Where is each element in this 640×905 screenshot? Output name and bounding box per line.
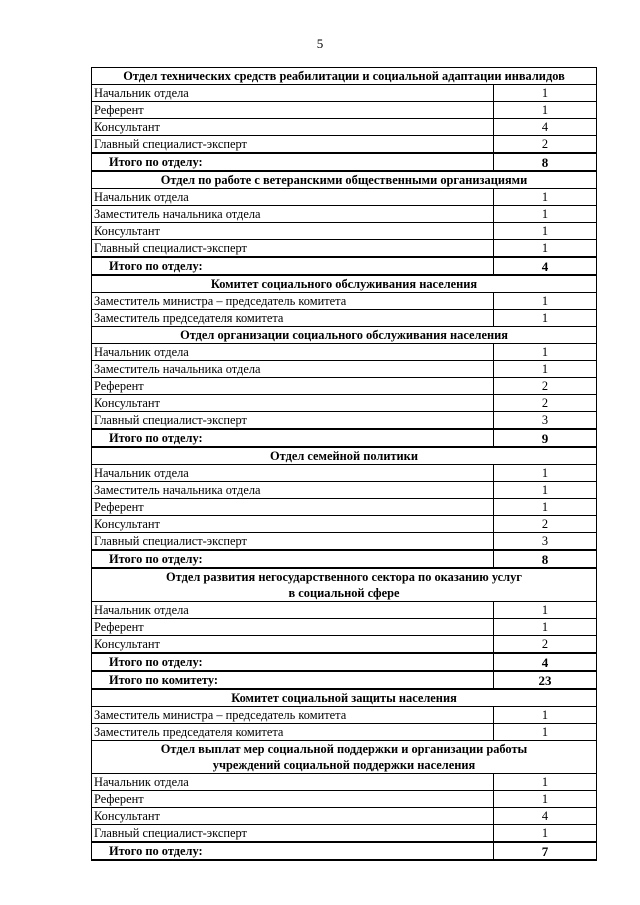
position-count: 1 [494,774,597,791]
total-count: 8 [494,550,597,568]
position-name: Заместитель председателя комитета [92,310,494,327]
total-count: 8 [494,153,597,171]
position-name: Главный специалист-эксперт [92,825,494,843]
position-count: 1 [494,310,597,327]
position-row [92,85,597,102]
position-count: 1 [494,293,597,310]
position-name: Консультант [92,223,494,240]
section-header-row [92,568,597,602]
position-count: 1 [494,85,597,102]
total-label: Итого по отделу: [92,653,494,671]
section-header-line: в социальной сфере [288,586,400,600]
position-name: Заместитель министра – председатель комитета [92,293,494,310]
position-count: 1 [494,465,597,482]
section-header: Отдел семейной политики [92,447,597,465]
position-name: Консультант [92,516,494,533]
section-header: Отдел по работе с ветеранскими общественными организациями [92,171,597,189]
position-count: 1 [494,499,597,516]
position-name: Начальник отдела [92,85,494,102]
position-count: 3 [494,533,597,551]
position-name: Референт [92,378,494,395]
total-row [92,653,597,671]
position-name: Заместитель министра – председатель комитета [92,707,494,724]
position-row [92,223,597,240]
position-count: 1 [494,240,597,258]
position-count: 4 [494,808,597,825]
section-header [92,741,597,774]
position-count: 1 [494,724,597,741]
position-row [92,636,597,654]
total-label: Итого по отделу: [92,550,494,568]
total-row [92,429,597,447]
position-row [92,189,597,206]
position-count: 1 [494,223,597,240]
position-row [92,619,597,636]
position-row [92,516,597,533]
position-count: 2 [494,395,597,412]
position-name: Референт [92,619,494,636]
position-name: Начальник отдела [92,189,494,206]
section-header [92,568,597,602]
position-row [92,533,597,551]
total-count: 23 [494,671,597,689]
position-name: Главный специалист-эксперт [92,412,494,430]
position-row [92,206,597,223]
position-count: 1 [494,361,597,378]
position-row [92,499,597,516]
position-name: Референт [92,791,494,808]
position-name: Референт [92,499,494,516]
position-row [92,293,597,310]
section-header-line: учреждений социальной поддержки населения [212,758,476,772]
position-row [92,602,597,619]
position-name: Главный специалист-эксперт [92,136,494,154]
position-row [92,378,597,395]
position-count: 3 [494,412,597,430]
section-header-row [92,327,597,344]
position-name: Заместитель начальника отдела [92,482,494,499]
position-row [92,808,597,825]
total-row [92,550,597,568]
position-count: 1 [494,619,597,636]
position-count: 2 [494,136,597,154]
position-count: 1 [494,602,597,619]
total-row [92,842,597,860]
section-header-line: Отдел выплат мер социальной поддержки и организации работы [160,742,528,756]
total-count: 4 [494,257,597,275]
position-row [92,119,597,136]
position-name: Заместитель начальника отдела [92,361,494,378]
position-row [92,361,597,378]
position-row [92,482,597,499]
position-row [92,102,597,119]
total-count: 4 [494,653,597,671]
position-row [92,724,597,741]
position-name: Консультант [92,395,494,412]
position-count: 2 [494,378,597,395]
total-label: Итого по отделу: [92,153,494,171]
position-count: 4 [494,119,597,136]
position-row [92,412,597,430]
position-name: Главный специалист-эксперт [92,533,494,551]
section-header: Отдел организации социального обслуживания населения [92,327,597,344]
total-count: 7 [494,842,597,860]
section-header-row [92,275,597,293]
section-header-row [92,689,597,707]
total-count: 9 [494,429,597,447]
position-name: Референт [92,102,494,119]
position-row [92,465,597,482]
position-row [92,825,597,843]
total-label: Итого по отделу: [92,842,494,860]
position-count: 2 [494,516,597,533]
position-row [92,395,597,412]
section-header: Комитет социальной защиты населения [92,689,597,707]
position-row [92,791,597,808]
section-header-row [92,171,597,189]
staff-table-body [92,68,597,861]
section-header-row [92,447,597,465]
position-row [92,707,597,724]
position-count: 1 [494,206,597,223]
section-header-row [92,741,597,774]
section-header-line: Отдел развития негосударственного сектора по оказанию услуг [166,570,522,584]
total-label: Итого по отделу: [92,429,494,447]
position-count: 1 [494,825,597,843]
total-label: Итого по комитету: [92,671,494,689]
staff-table [91,67,597,861]
position-row [92,240,597,258]
page-number: 5 [316,36,324,51]
position-name: Начальник отдела [92,602,494,619]
position-name: Главный специалист-эксперт [92,240,494,258]
total-row [92,257,597,275]
total-label: Итого по отделу: [92,257,494,275]
position-name: Заместитель председателя комитета [92,724,494,741]
position-name: Заместитель начальника отдела [92,206,494,223]
position-name: Консультант [92,119,494,136]
position-row [92,136,597,154]
position-row [92,344,597,361]
position-count: 1 [494,482,597,499]
position-count: 1 [494,189,597,206]
total-row [92,671,597,689]
position-name: Начальник отдела [92,774,494,791]
position-count: 2 [494,636,597,654]
position-name: Начальник отдела [92,344,494,361]
position-count: 1 [494,344,597,361]
position-count: 1 [494,707,597,724]
position-count: 1 [494,791,597,808]
position-row [92,774,597,791]
total-row [92,153,597,171]
section-header-row [92,68,597,85]
position-name: Начальник отдела [92,465,494,482]
section-header: Отдел технических средств реабилитации и социальной адаптации инвалидов [92,68,597,85]
section-header: Комитет социального обслуживания населения [92,275,597,293]
position-name: Консультант [92,636,494,654]
position-name: Консультант [92,808,494,825]
position-count: 1 [494,102,597,119]
position-row [92,310,597,327]
